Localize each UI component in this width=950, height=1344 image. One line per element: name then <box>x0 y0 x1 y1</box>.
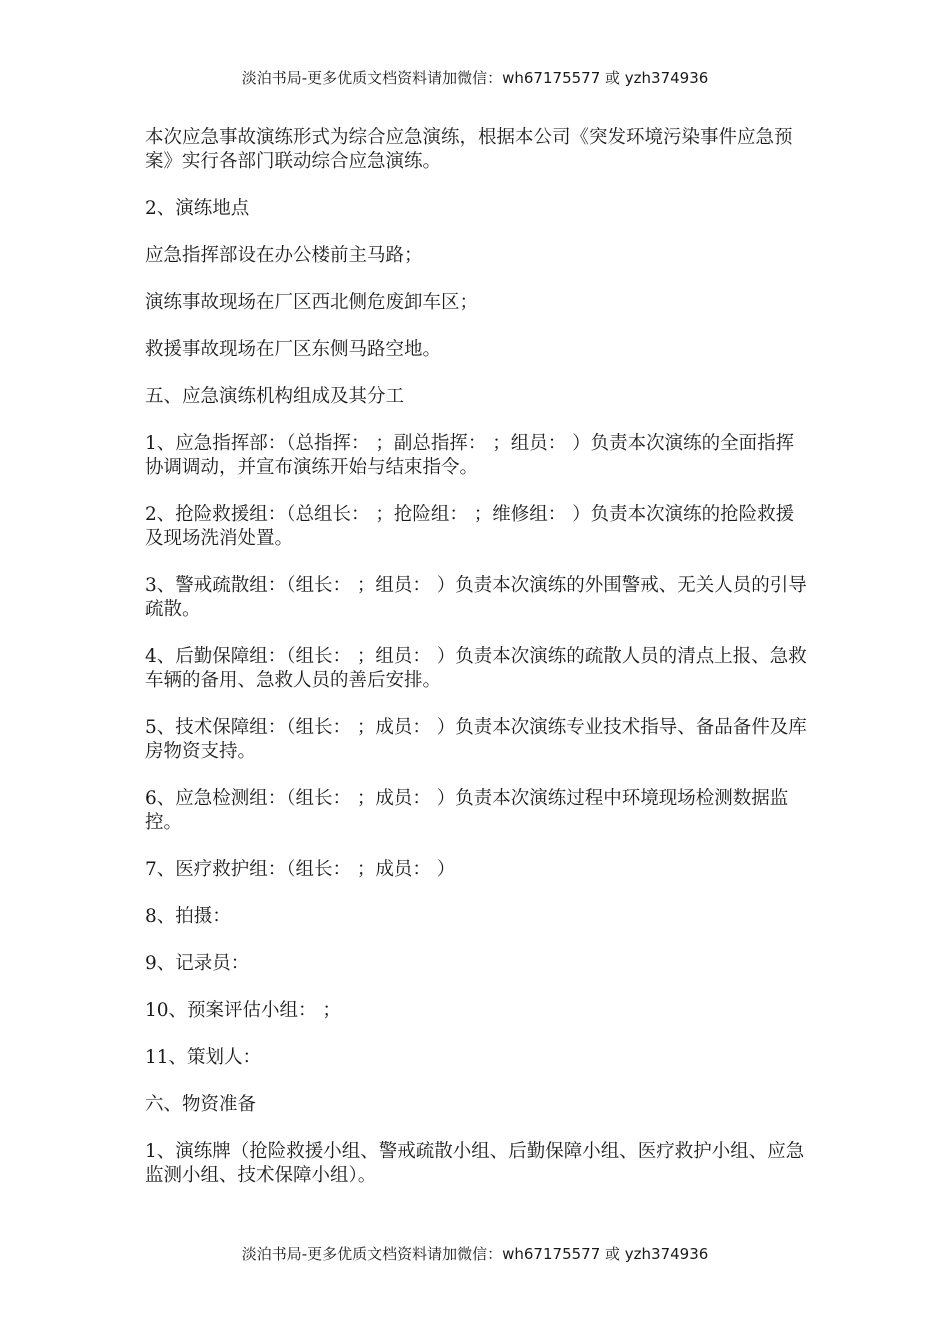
paragraph-command-post: 应急指挥部设在办公楼前主马路； <box>145 245 423 266</box>
paragraph-rescue-group: 2、抢险救援组：（总组长： ；抢险组： ；维修组： ）负责本次演练的抢险救援及现场洗消处置。 <box>145 504 795 549</box>
heading-section-five: 五、应急演练机构组成及其分工 <box>145 386 405 407</box>
page-footer-watermark: 淡泊书局-更多优质文档资料请加微信：wh67175577 或 yzh374936 <box>241 1245 709 1263</box>
paragraph-evaluation-team: 10、预案评估小组： ； <box>145 1000 341 1021</box>
document-body <box>145 126 807 1211</box>
paragraph-accident-site: 演练事故现场在厂区西北侧危废卸车区； <box>145 292 479 313</box>
paragraph-technical-group: 5、技术保障组：（组长： ；成员： ）负责本次演练专业技术指导、备品备件及库房物资支持。 <box>145 717 807 762</box>
paragraph-rescue-site: 救援事故现场在厂区东侧马路空地。 <box>145 339 442 360</box>
page-header-watermark: 淡泊书局-更多优质文档资料请加微信：wh67175577 或 yzh374936 <box>241 69 709 87</box>
paragraph-recorder: 9、记录员： <box>145 953 250 974</box>
paragraph-drill-form: 本次应急事故演练形式为综合应急演练，根据本公司《突发环境污染事件应急预案》实行各部门联动综合应急演练。 <box>145 127 793 172</box>
paragraph-monitoring-group: 6、应急检测组：（组长： ；成员： ）负责本次演练过程中环境现场检测数据监控。 <box>145 788 789 833</box>
paragraph-evacuation-group: 3、警戒疏散组：（组长： ；组员： ）负责本次演练的外围警戒、无关人员的引导疏散。 <box>145 575 807 620</box>
paragraph-logistics-group: 4、后勤保障组：（组长： ；组员： ）负责本次演练的疏散人员的清点上报、急救车辆的备用、急救人员的善后安排。 <box>145 646 807 691</box>
heading-section-six: 六、物资准备 <box>145 1094 257 1115</box>
paragraph-planner: 11、策划人： <box>145 1047 262 1068</box>
paragraph-command-group: 1、应急指挥部：（总指挥： ；副总指挥： ；组员： ）负责本次演练的全面指挥协调调动，并宣布演练开始与结束指令。 <box>145 433 795 478</box>
heading-drill-location: 2、演练地点 <box>145 198 250 219</box>
paragraph-photography: 8、拍摄： <box>145 906 231 927</box>
paragraph-drill-signs: 1、演练牌（抢险救援小组、警戒疏散小组、后勤保障小组、医疗救护小组、应急监测小组、技术保障小组）。 <box>145 1141 805 1186</box>
paragraph-medical-group: 7、医疗救护组：（组长： ；成员： ） <box>145 859 456 880</box>
